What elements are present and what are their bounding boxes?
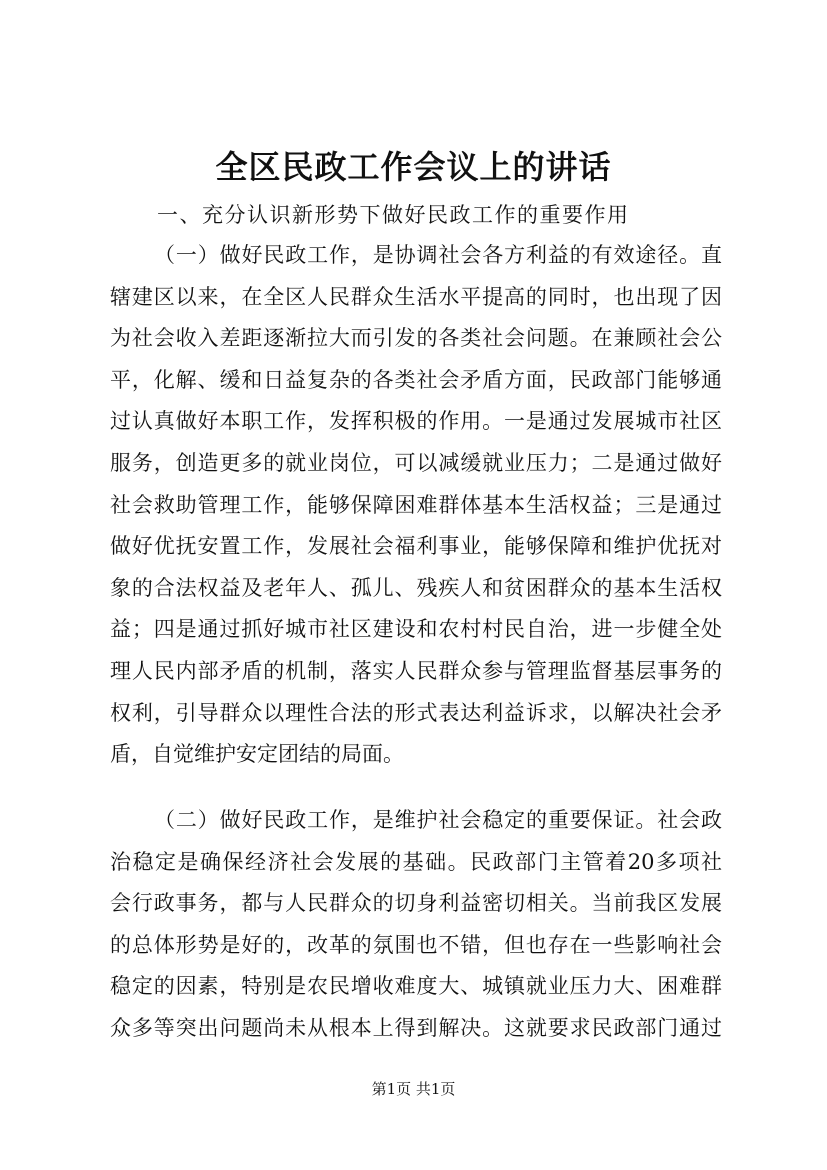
- paragraph-line: 稳定的因素，特别是农民增收难度大、城镇就业压力大、困难群: [110, 974, 722, 999]
- paragraph-line: 盾，自觉维护安定团结的局面。: [110, 742, 404, 767]
- paragraph-line: 象的合法权益及老年人、孤儿、残疾人和贫困群众的基本生活权: [110, 575, 722, 600]
- paragraph-line: 服务，创造更多的就业岗位，可以减缓就业压力；二是通过做好: [110, 450, 722, 475]
- paragraph-line: 众多等突出问题尚未从根本上得到解决。这就要求民政部门通过: [110, 1015, 722, 1040]
- paragraph-line: 权利，引导群众以理性合法的形式表达利益诉求，以解决社会矛: [110, 700, 722, 725]
- paragraph-line: 治稳定是确保经济社会发展的基础。民政部门主管着20多项社: [110, 849, 722, 874]
- paragraph-line: 辖建区以来，在全区人民群众生活水平提高的同时，也出现了因: [110, 284, 722, 309]
- paragraph-line: 会行政事务，都与人民群众的切身利益密切相关。当前我区发展: [110, 891, 722, 916]
- paragraph-line: 过认真做好本职工作，发挥积极的作用。一是通过发展城市社区: [110, 409, 722, 434]
- paragraph-line: 为社会收入差距逐渐拉大而引发的各类社会问题。在兼顾社会公: [110, 326, 722, 351]
- paragraph-line: 做好优抚安置工作，发展社会福利事业，能够保障和维护优抚对: [110, 534, 722, 559]
- paragraph-line: （一）做好民政工作，是协调社会各方利益的有效途径。直: [154, 243, 722, 267]
- paragraph-2: [110, 800, 722, 1050]
- section-heading: 一、充分认识新形势下做好民政工作的重要作用: [157, 203, 630, 227]
- paragraph-line: 的总体形势是好的，改革的氛围也不错，但也存在一些影响社会: [110, 932, 722, 957]
- paragraph-line: 理人民内部矛盾的机制，落实人民群众参与管理监督基层事务的: [110, 658, 722, 683]
- page-footer: 第1页 共1页: [371, 1080, 456, 1098]
- document-title: 全区民政工作会议上的讲话: [215, 148, 612, 186]
- paragraph-line: （二）做好民政工作，是维护社会稳定的重要保证。社会政: [154, 808, 722, 832]
- paragraph-1: [110, 235, 722, 776]
- paragraph-line: 益；四是通过抓好城市社区建设和农村村民自治，进一步健全处: [110, 617, 722, 642]
- paragraph-line: 平，化解、缓和日益复杂的各类社会矛盾方面，民政部门能够通: [110, 367, 722, 392]
- paragraph-line: 社会救助管理工作，能够保障困难群体基本生活权益；三是通过: [110, 492, 722, 517]
